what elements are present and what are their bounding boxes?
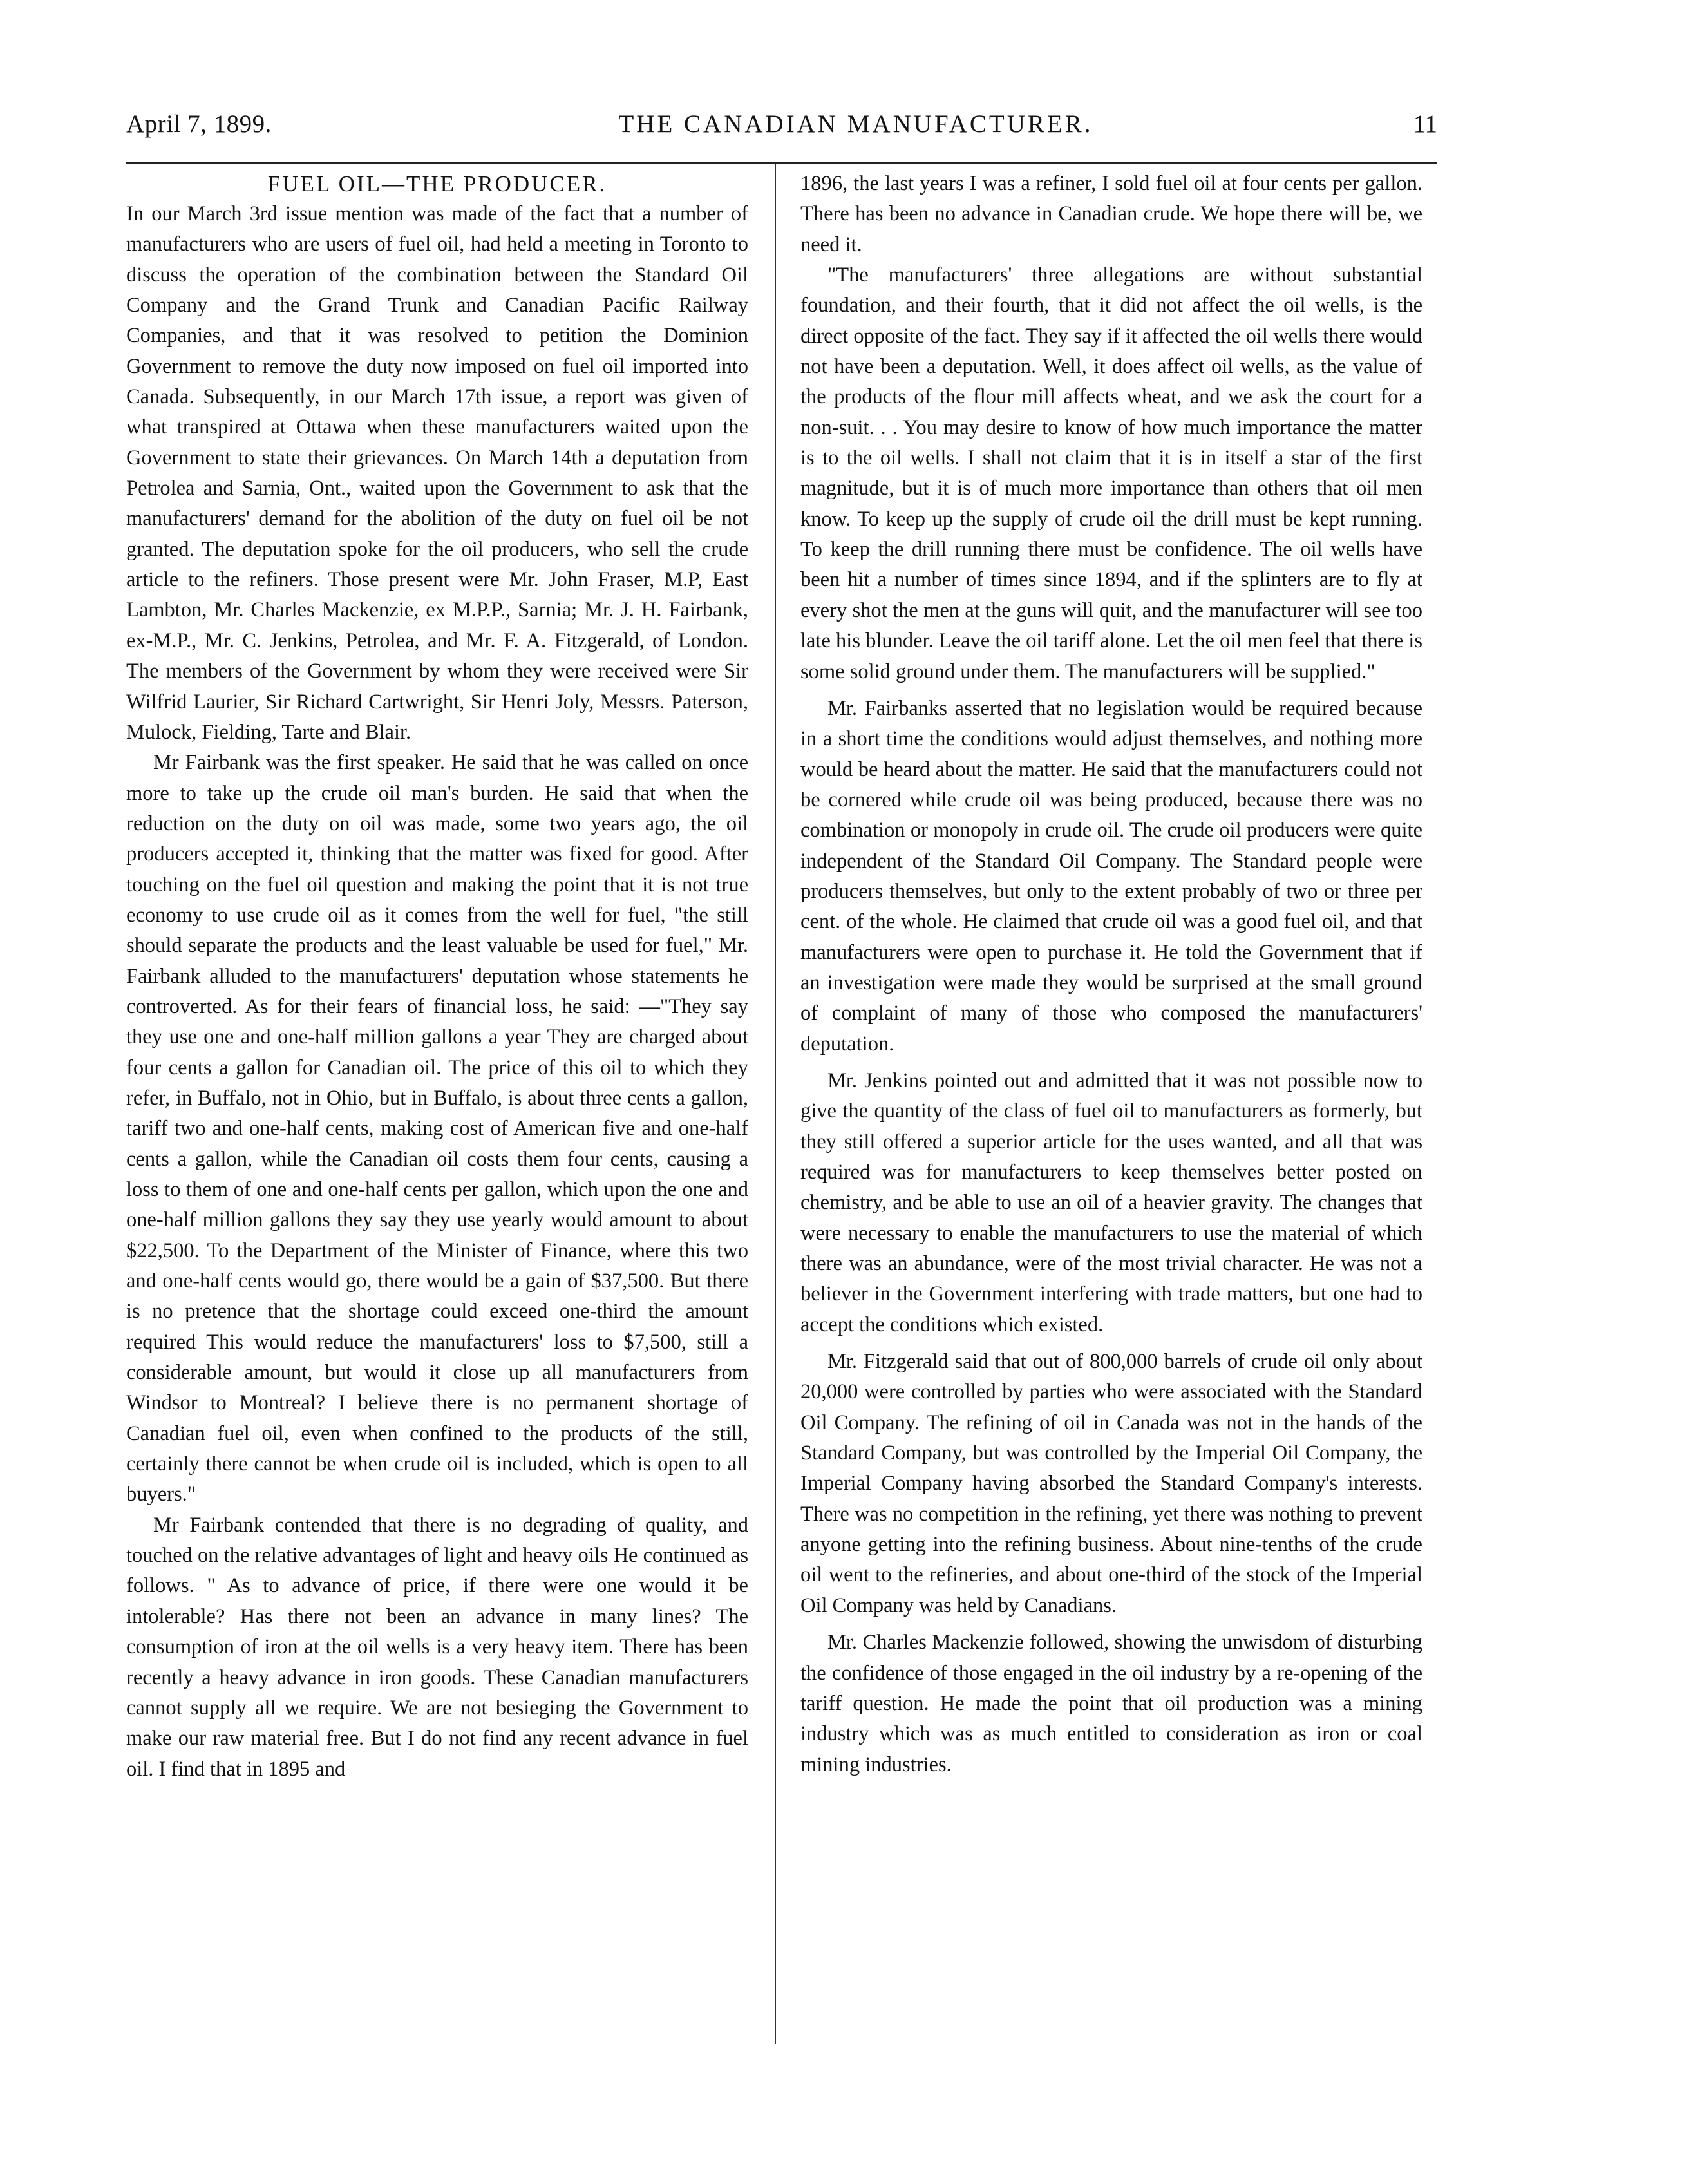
article-title: FUEL OIL—THE PRODUCER. <box>267 171 607 196</box>
publication-title: THE CANADIAN MANUFACTURER. <box>618 110 1093 138</box>
header-rule <box>126 162 1437 164</box>
paragraph: Mr. Fairbanks asserted that no legislation would be required because in a short time the conditions would adjust themselves, and nothing more would be heard about the matter. He said that the manufacturers could not be cornered while crude oil was being produced, because there was no combination or monopoly in crude oil. The crude oil producers were quite independent of the Standard Oil Company. The Standard people were producers themselves, but only to the extent probably of two or three per cent. of the whole. He claimed that crude oil was a good fuel oil, and that manufacturers were open to purchase it. He told the Government that if an investigation were made they would be surprised at the small ground of complaint of many of those who composed the manufacturers' deputation. <box>800 696 1422 1056</box>
right-column <box>800 169 1422 1780</box>
left-column <box>126 169 748 1785</box>
paragraph: Mr. Fitzgerald said that out of 800,000 barrels of crude oil only about 20,000 were controlled by parties who were associated with the Standard Oil Company. The refining of oil in Canada was not in the hands of the Standard Company, but was controlled by the Imperial Oil Company, the Imperial Company having absorbed the Standard Company's interests. There was no competition in the refining, yet there was nothing to prevent anyone getting into the refining business. About nine-tenths of the crude oil went to the refineries, and about one-third of the stock of the Imperial Oil Company was held by Canadians. <box>800 1350 1422 1617</box>
issue-date: April 7, 1899. <box>126 110 272 138</box>
paragraph: "The manufacturers' three allegations are without substantial foundation, and their fourth, that it did not affect the oil wells, is the direct opposite of the fact. They say if it affected the oil wells there would not have been a deputation. Well, it does affect oil wells, as the value of the products of the flour mill affects wheat, and we ask the court for a non-suit. . . You may desire to know of how much importance the matter is to the oil wells. I shall not claim that it is in itself a star of the first magnitude, but it is of much more importance than others that oil men know. To keep up the supply of crude oil the drill must be kept running. To keep the drill running there must be confidence. The oil wells have been hit a number of times since 1894, and if the splinters are to fly at every shot the men at the guns will quit, and the manufacturer will see too late his blunder. Leave the oil tariff alone. Let the oil men feel that there is some solid ground under them. The manufacturers will be supplied." <box>800 263 1422 683</box>
paragraph: 1896, the last years I was a refiner, I sold fuel oil at four cents per gallon. There has been no advance in Canadian crude. We hope there will be, we need it. <box>800 172 1422 256</box>
paragraph: Mr. Charles Mackenzie followed, showing the unwisdom of disturbing the confidence of those engaged in the oil industry by a re-opening of the tariff question. He made the point that oil production was a mining industry which was as much entitled to consideration as iron or coal mining industries. <box>800 1631 1422 1776</box>
column-divider <box>775 164 776 2044</box>
paragraph: In our March 3rd issue mention was made of the fact that a number of manufacturers who are users of fuel oil, had held a meeting in Toronto to discuss the operation of the combination between the Standard Oil Company and the Grand Trunk and Canadian Pacific Railway Companies, and that it was resolved to petition the Dominion Government to remove the duty now imposed on fuel oil imported into Canada. Subsequently, in our March 17th issue, a report was given of what transpired at Ottawa when these manufacturers waited upon the Government to state their grievances. On March 14th a deputation from Petrolea and Sarnia, Ont., waited upon the Government to ask that the manufacturers' demand for the abolition of the duty on fuel oil be not granted. The deputation spoke for the oil producers, who sell the crude article to the refiners. Those present were Mr. John Fraser, M.P, East Lambton, Mr. Charles Mackenzie, ex M.P.P., Sarnia; Mr. J. H. Fairbank, ex-M.P., Mr. C. Jenkins, Petrolea, and Mr. F. A. Fitzgerald, of London. The members of the Government by whom they were received were Sir Wilfrid Laurier, Sir Richard Cartwright, Sir Henri Joly, Messrs. Paterson, Mulock, Fielding, Tarte and Blair. <box>126 202 748 744</box>
paragraph: Mr Fairbank was the first speaker. He said that he was called on once more to take up the crude oil man's burden. He said that when the reduction on the duty on oil was made, some two years ago, the oil producers accepted it, thinking that the matter was fixed for good. After touching on the fuel oil question and making the point that it is not true economy to use crude oil as it comes from the well for fuel, "the still should separate the products and the least valuable be used for fuel," Mr. Fairbank alluded to the manufacturers' deputation whose statements he controverted. As for their fears of financial loss, he said: —"They say they use one and one-half million gallons a year They are charged about four cents a gallon for Canadian oil. The price of this oil to which they refer, in Buffalo, not in Ohio, but in Buffalo, is about three cents a gallon, tariff two and one-half cents, making cost of American five and one-half cents a gallon, while the Canadian oil costs them four cents, causing a loss to them of one and one-half cents per gallon, which upon the one and one-half million gallons they say they use yearly would amount to about $22,500. To the Department of the Minister of Finance, where this two and one-half cents would go, there would be a gain of $37,500. But there is no pretence that the shortage could exceed one-third the amount required This would reduce the manufacturers' loss to $7,500, still a considerable amount, but would it close up all manufacturers from Windsor to Montreal? I believe there is no permanent shortage of Canadian fuel oil, even when confined to the products of the still, certainly there cannot be when crude oil is included, which is open to all buyers." <box>126 751 748 1506</box>
page-number: 11 <box>1413 110 1437 138</box>
paragraph: Mr Fairbank contended that there is no degrading of quality, and touched on the relative advantages of light and heavy oils He continued as follows. " As to advance of price, if there were one would it be intolerable? Has there not been an advance in many lines? The consumption of iron at the oil wells is a very heavy item. There has been recently a heavy advance in iron goods. These Canadian manufacturers cannot supply all we require. We are not besieging the Government to make our raw material free. But I do not find any recent advance in fuel oil. I find that in 1895 and <box>126 1513 748 1781</box>
paragraph: Mr. Jenkins pointed out and admitted that it was not possible now to give the quantity of the class of fuel oil to manufacturers as formerly, but they still offered a superior article for the uses wanted, and all that was required was for manufacturers to keep themselves better posted on chemistry, and be able to use an oil of a heavier gravity. The changes that were necessary to enable the manufacturers to use the material of which there was an abundance, were of the most trivial character. He was not a believer in the Government interfering with trade matters, but one had to accept the conditions which existed. <box>800 1068 1422 1336</box>
page-header <box>126 109 1437 155</box>
